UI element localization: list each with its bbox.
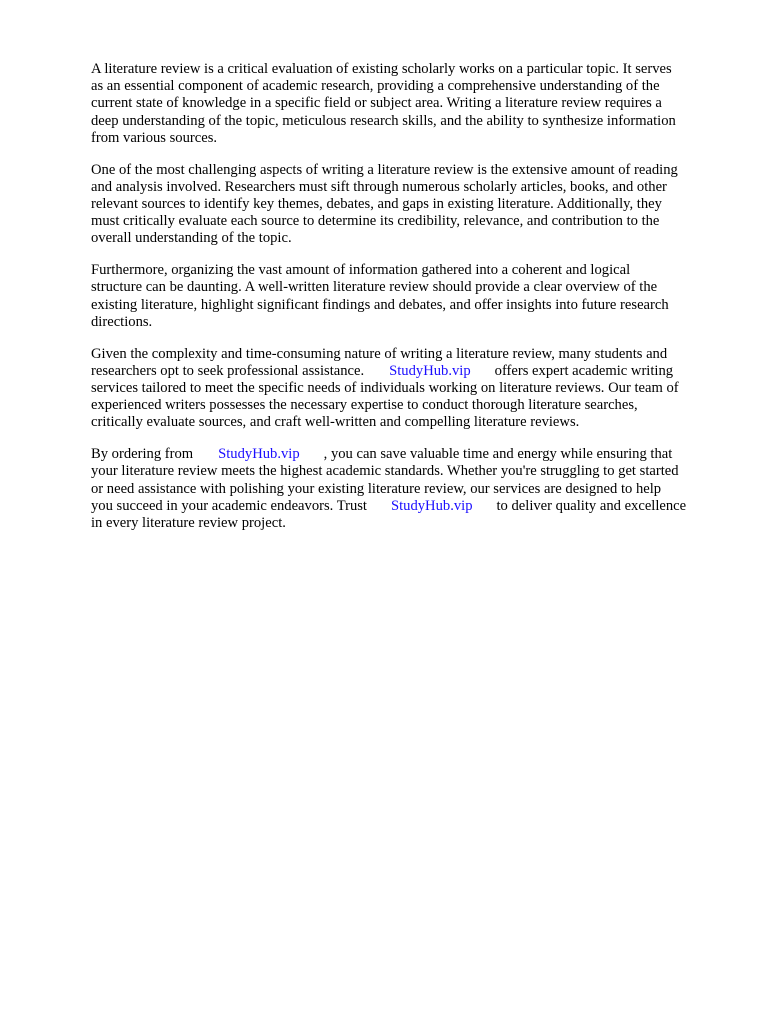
text-line: structure can be daunting. A well-written literature review should provide a clear overview of the bbox=[91, 279, 658, 296]
text-line: Given the complexity and time-consuming nature of writing a literature review, many students and bbox=[91, 345, 668, 362]
text-segment: to deliver quality and excellence bbox=[496, 497, 687, 514]
text-line: in every literature review project. bbox=[91, 515, 286, 532]
text-line: and analysis involved. Researchers must sift through numerous scholarly articles, books, and other bbox=[91, 178, 667, 195]
text-line: overall understanding of the topic. bbox=[91, 230, 292, 247]
text-line: A literature review is a critical evaluation of existing scholarly works on a particular topic. It serves bbox=[91, 61, 672, 77]
text-line: services tailored to meet the specific needs of individuals working on literature reviews. Our team of bbox=[91, 380, 679, 397]
studyhub-link[interactable]: StudyHub.vip bbox=[218, 446, 300, 463]
text-line bbox=[91, 363, 731, 380]
text-segment: , you can save valuable time and energy while ensuring that bbox=[323, 446, 673, 463]
text-line: Furthermore, organizing the vast amount of information gathered into a coherent and logical bbox=[91, 262, 631, 279]
studyhub-link[interactable]: StudyHub.vip bbox=[389, 362, 471, 379]
text-line: existing literature, highlight significant findings and debates, and offer insights into future research bbox=[91, 296, 669, 313]
text-line bbox=[91, 446, 731, 463]
paragraph-5 bbox=[91, 446, 731, 532]
paragraph-2 bbox=[91, 162, 731, 248]
text-segment: By ordering from bbox=[91, 446, 194, 463]
text-line: must critically evaluate each source to determine its credibility, relevance, and contribution to the bbox=[91, 213, 660, 230]
text-line: directions. bbox=[91, 313, 153, 330]
text-segment: you succeed in your academic endeavors. Trust bbox=[91, 497, 367, 514]
document-body bbox=[91, 61, 731, 547]
text-line: One of the most challenging aspects of writing a literature review is the extensive amount of reading bbox=[91, 161, 678, 178]
text-line: relevant sources to identify key themes, debates, and gaps in existing literature. Additionally, they bbox=[91, 196, 662, 213]
paragraph-4 bbox=[91, 346, 731, 432]
text-line: critically evaluate sources, and craft well-written and compelling literature reviews. bbox=[91, 414, 580, 431]
paragraph-3 bbox=[91, 262, 731, 331]
paragraph-1 bbox=[91, 61, 731, 147]
text-line: current state of knowledge in a specific field or subject area. Writing a literature review requires a bbox=[91, 95, 662, 112]
text-line bbox=[91, 498, 731, 515]
text-line: experienced writers possesses the necessary expertise to conduct thorough literature searches, bbox=[91, 397, 638, 414]
text-line: deep understanding of the topic, meticulous research skills, and the ability to synthesize information bbox=[91, 112, 676, 129]
text-segment: researchers opt to seek professional assistance. bbox=[91, 362, 365, 379]
text-line: your literature review meets the highest academic standards. Whether you're struggling to get started bbox=[91, 463, 679, 480]
studyhub-link[interactable]: StudyHub.vip bbox=[391, 497, 473, 514]
text-line: or need assistance with polishing your existing literature review, our services are designed to help bbox=[91, 480, 662, 497]
text-line: from various sources. bbox=[91, 129, 218, 146]
text-line: as an essential component of academic research, providing a comprehensive understanding of the bbox=[91, 78, 660, 95]
text-segment: offers expert academic writing bbox=[494, 362, 674, 379]
